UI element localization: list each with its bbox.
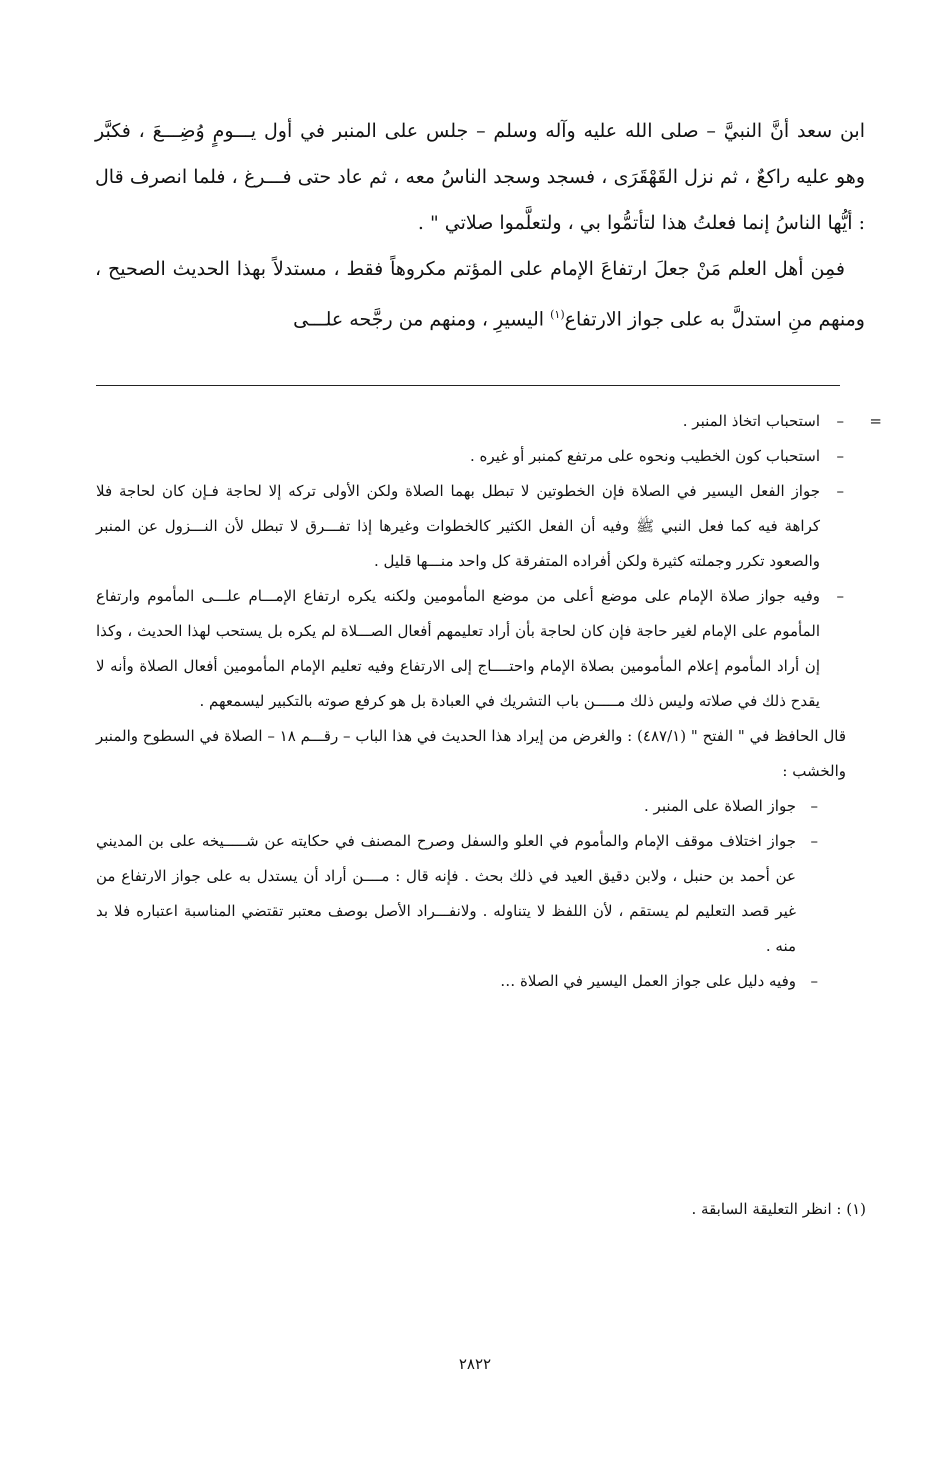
main-paragraph-2 — [95, 246, 865, 342]
commentary-notes — [96, 404, 882, 999]
main-paragraph-2-tail: اليسيرِ ، ومنهم من رجَّحه علـــى — [293, 308, 551, 331]
hafiz-item — [96, 789, 820, 824]
hafiz-item — [96, 964, 820, 999]
continuation-mark: = — [869, 412, 882, 430]
hafiz-item — [96, 824, 820, 964]
note-item — [96, 474, 846, 579]
hafiz-list — [96, 789, 846, 999]
hafiz-intro: قال الحافظ في " الفتح " (٤٨٧/١) : والغرض من إيراد هذا الحديث في هذا الباب – رقـــم ١٨ – الصلاة في السطوح والمنبر والخشب : — [96, 727, 847, 780]
dash-bullet: – — [836, 482, 844, 500]
footnote: (١) : انظر التعليقة السابقة . — [691, 1200, 866, 1218]
main-paragraph-1: ابن سعد أنَّ النبيَّ – صلى الله عليه وآله وسلم – جلس على المنبر في أول يـــومٍ وُضِـــعَ ، فكبَّر وهو عليه راكعٌ ، ثم نزل القَهْقَرَى ، فسجد وسجد الناسُ معه ، ثم عاد حتى فـــرغ ، فلما انصرف قال : أيُّها الناسُ إنما فعلتُ هذا لتأتمُّوا بي ، ولتعلَّموا صلاتي " . — [95, 120, 865, 234]
note-item — [96, 579, 846, 719]
dash-bullet: – — [836, 587, 844, 605]
main-text — [95, 108, 865, 342]
dash-bullet: – — [810, 797, 818, 815]
note-item — [96, 404, 882, 439]
note-text: استحباب اتخاذ المنبر . — [682, 412, 820, 430]
footnote-divider — [96, 385, 840, 386]
page-number: ٢٨٢٢ — [458, 1355, 492, 1373]
dash-bullet: – — [810, 832, 818, 850]
hafiz-text: جواز اختلاف موقف الإمام والمأموم في العلو والسفل وصرح المصنف في حكايته عن شـــــيخه على بن المديني عن أحمد بن حنبل ، ولابن دقيق العيد في ذلك بحث . فإنه قال : مــــن أراد أن يستدل به على جواز الارتفاع من غير قصد التعليم لم يستقم ، لأن اللفظ لا يتناوله . ولانفـــراد الأصل بوصف معتبر تقتضي المناسبة اعتباره فلا بد منه . — [96, 832, 796, 955]
note-text: جواز الفعل اليسير في الصلاة فإن الخطوتين لا تبطل بهما الصلاة ولكن الأولى تركه إلا لحاجة فـإن كان لحاجة فلا كراهة فيه كما فعل النبي ﷺ وفيه أن الفعل الكثير كالخطوات وغيرها إذا تفـــرق لا تبطل لأن النـــزول عن المنبر والصعود تكرر وجملته كثيرة ولكن أفراده المتفرقة كل واحد منـــها قليل . — [96, 482, 820, 570]
note-text: وفيه جواز صلاة الإمام على موضع أعلى من موضع المأمومين ولكنه يكره ارتفاع الإمـــام علـــى المأموم وارتفاع المأموم على الإمام لغير حاجة فإن كان لحاجة بأن أراد تعليمهم أفعال الصـــلاة لم يكره بل يستحب لهذا الحديث ، وكذا إن أراد المأموم إعلام المأمومين بصلاة الإمام واحتــــاج إلى الارتفاع وفيه تعليم الإمام المأمومين أفعال الصلاة وأنه لا يقدح ذلك في صلاته وليس ذلك مـــــن باب التشريك في العبادة بل هو كرفع صوته بالتكبير ليسمعهم . — [96, 587, 820, 710]
dash-bullet: – — [810, 972, 818, 990]
note-item — [96, 439, 846, 474]
footnote-reference[interactable]: (١) — [550, 308, 565, 321]
dash-bullet: – — [836, 412, 844, 430]
hafiz-text: وفيه دليل على جواز العمل اليسير في الصلاة … — [500, 972, 796, 990]
note-text: استحباب كون الخطيب ونحوه على مرتفع كمنبر أو غيره . — [470, 447, 820, 465]
hafiz-text: جواز الصلاة على المنبر . — [644, 797, 796, 815]
main-paragraph-2-text: فمِن أهل العلم مَنْ جعلَ ارتفاعَ الإمام على المؤتم مكروهاً فقط ، مستدلاً بهذا الحديث الصحيح ، ومنهم منِ استدلَّ به على جواز الارتفاع — [95, 258, 865, 331]
dash-bullet: – — [836, 447, 844, 465]
